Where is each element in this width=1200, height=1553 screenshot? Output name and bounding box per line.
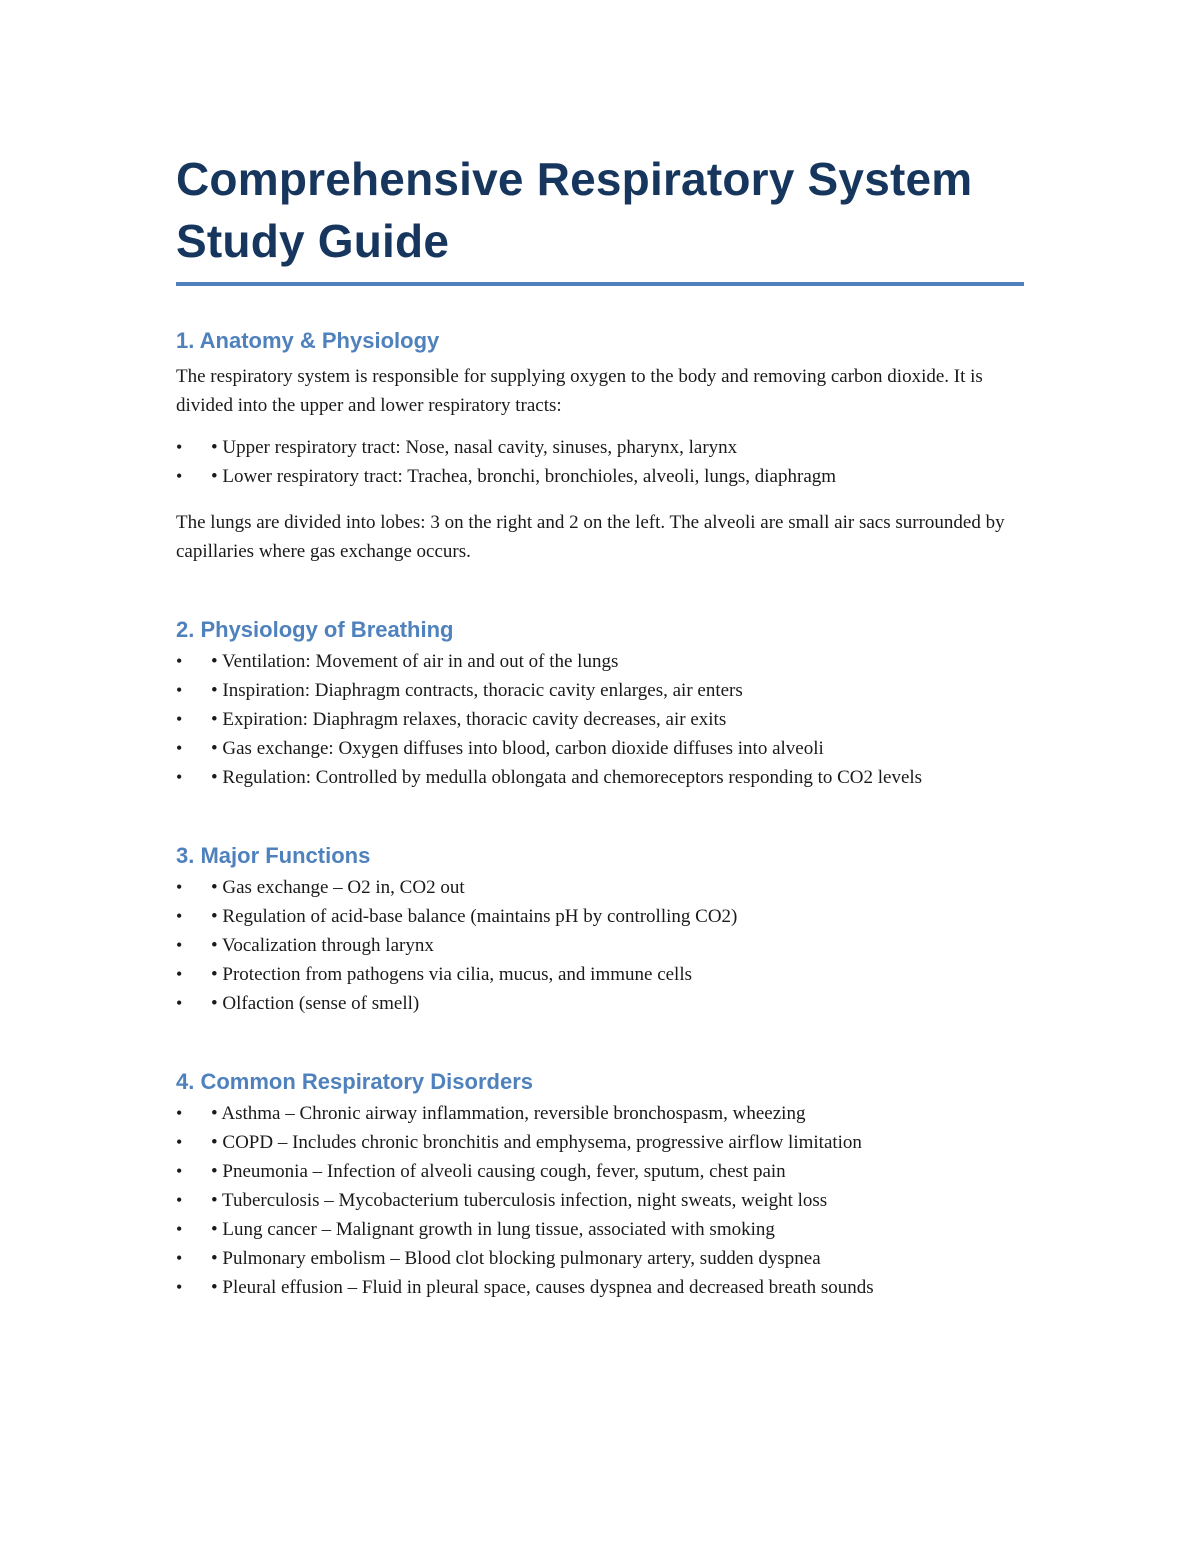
list-item (176, 705, 1026, 734)
bullet-icon: • (176, 437, 183, 457)
section-heading: 1. Anatomy & Physiology (176, 328, 440, 353)
bullet-icon: • (176, 993, 183, 1013)
bullet-icon: • (176, 738, 183, 758)
list-item-text: • Pleural effusion – Fluid in pleural space, causes dyspnea and decreased breath sounds (211, 1277, 874, 1298)
bullet-icon: • (176, 906, 183, 926)
section-disorders (176, 1067, 1026, 1302)
bullet-list (176, 647, 1026, 792)
bullet-icon: • (176, 877, 183, 897)
section-anatomy (176, 326, 1026, 566)
list-item (176, 462, 1026, 491)
bullet-icon: • (176, 651, 183, 671)
list-item (176, 1244, 1026, 1273)
bullet-icon: • (176, 1190, 183, 1210)
list-item (176, 1186, 1026, 1215)
bullet-icon: • (176, 1219, 183, 1239)
list-item-text: • Lung cancer – Malignant growth in lung tissue, associated with smoking (211, 1219, 775, 1240)
list-item (176, 1273, 1026, 1302)
list-item (176, 960, 1026, 989)
bullet-list (176, 873, 1026, 1018)
list-item-text: • Olfaction (sense of smell) (211, 993, 420, 1014)
list-item (176, 873, 1026, 902)
list-item (176, 931, 1026, 960)
list-item-text: • Ventilation: Movement of air in and out of the lungs (211, 651, 619, 672)
document-title: Comprehensive Respiratory System Study Guide (176, 140, 1024, 286)
list-item-text: • Vocalization through larynx (211, 935, 434, 956)
bullet-icon: • (176, 1248, 183, 1268)
list-item (176, 763, 1026, 792)
bullet-list (176, 433, 1026, 491)
list-item (176, 676, 1026, 705)
bullet-icon: • (176, 680, 183, 700)
bullet-icon: • (176, 1161, 183, 1181)
list-item (176, 433, 1026, 462)
list-item (176, 1215, 1026, 1244)
section-intro: The respiratory system is responsible for supplying oxygen to the body and removing carbon dioxide. It is divided into the upper and lower respiratory tracts: (176, 366, 983, 416)
list-item-text: • Expiration: Diaphragm relaxes, thoracic cavity decreases, air exits (211, 709, 727, 730)
bullet-icon: • (176, 935, 183, 955)
bullet-icon: • (176, 1277, 183, 1297)
bullet-icon: • (176, 1132, 183, 1152)
bullet-icon: • (176, 466, 183, 486)
list-item-text: • Asthma – Chronic airway inflammation, reversible bronchospasm, wheezing (211, 1103, 806, 1124)
bullet-icon: • (176, 1103, 183, 1123)
list-item (176, 647, 1026, 676)
list-item (176, 1157, 1026, 1186)
list-item-text: • Regulation of acid-base balance (maintains pH by controlling CO2) (211, 906, 738, 927)
section-outro: The lungs are divided into lobes: 3 on the right and 2 on the left. The alveoli are small air sacs surrounded by capillaries where gas exchange occurs. (176, 512, 1005, 562)
document-page (176, 140, 1026, 1302)
list-item-text: • Upper respiratory tract: Nose, nasal cavity, sinuses, pharynx, larynx (211, 437, 738, 458)
list-item-text: • Regulation: Controlled by medulla oblongata and chemoreceptors responding to CO2 levels (211, 767, 923, 788)
section-breathing (176, 615, 1026, 792)
list-item-text: • Pneumonia – Infection of alveoli causing cough, fever, sputum, chest pain (211, 1161, 786, 1182)
section-functions (176, 841, 1026, 1018)
bullet-icon: • (176, 767, 183, 787)
list-item (176, 989, 1026, 1018)
bullet-icon: • (176, 964, 183, 984)
section-heading: 2. Physiology of Breathing (176, 617, 454, 642)
list-item (176, 1099, 1026, 1128)
bullet-icon: • (176, 709, 183, 729)
list-item-text: • Inspiration: Diaphragm contracts, thoracic cavity enlarges, air enters (211, 680, 743, 701)
list-item (176, 902, 1026, 931)
list-item-text: • Lower respiratory tract: Trachea, bronchi, bronchioles, alveoli, lungs, diaphragm (211, 466, 837, 487)
list-item-text: • Gas exchange – O2 in, CO2 out (211, 877, 465, 898)
list-item-text: • Tuberculosis – Mycobacterium tuberculosis infection, night sweats, weight loss (211, 1190, 828, 1211)
bullet-list (176, 1099, 1026, 1302)
list-item (176, 734, 1026, 763)
list-item-text: • Pulmonary embolism – Blood clot blocking pulmonary artery, sudden dyspnea (211, 1248, 821, 1269)
list-item-text: • Protection from pathogens via cilia, mucus, and immune cells (211, 964, 693, 985)
list-item-text: • COPD – Includes chronic bronchitis and emphysema, progressive airflow limitation (211, 1132, 862, 1153)
section-heading: 4. Common Respiratory Disorders (176, 1069, 533, 1094)
section-heading: 3. Major Functions (176, 843, 371, 868)
list-item-text: • Gas exchange: Oxygen diffuses into blood, carbon dioxide diffuses into alveoli (211, 738, 824, 759)
list-item (176, 1128, 1026, 1157)
